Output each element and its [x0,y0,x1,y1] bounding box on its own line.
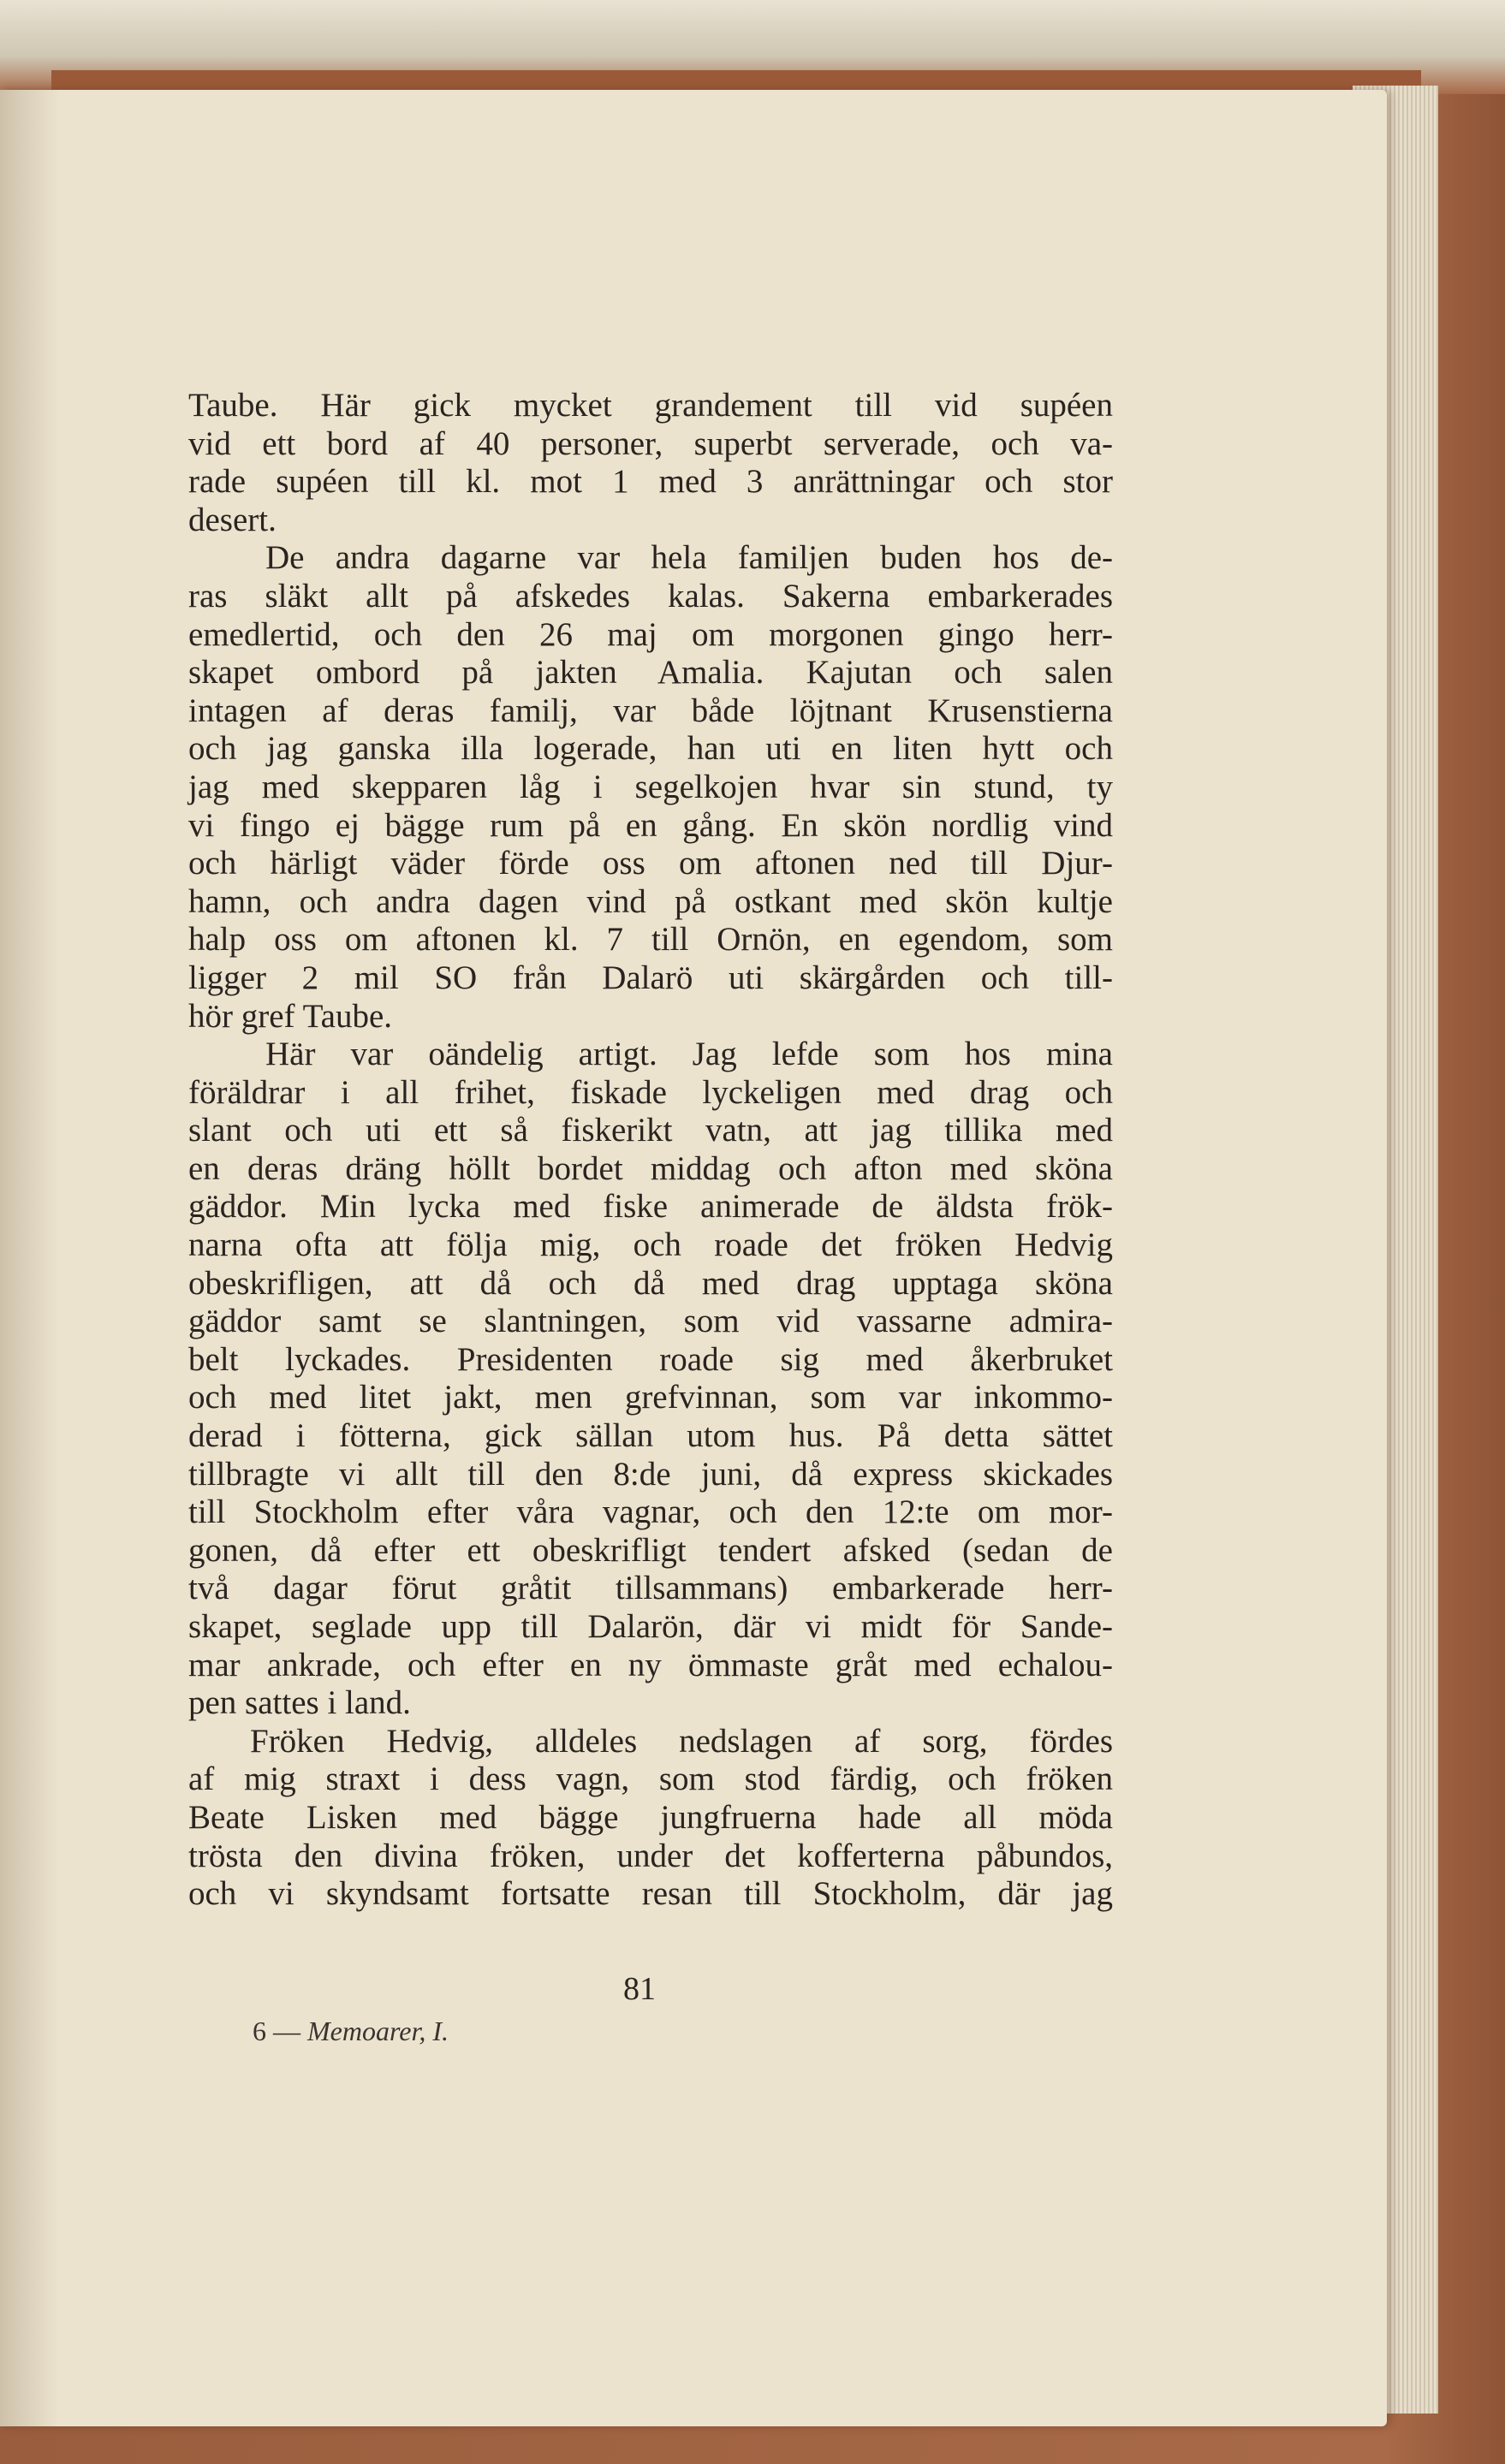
printer-signature [253,2016,449,2047]
text-line: och jag ganska illa logerade, han uti en liten hytt och [188,730,1113,768]
page-number: 81 [623,1971,656,2007]
text-line: trösta den divina fröken, under det kofferterna påbundos, [188,1837,1113,1874]
text-line: och vi skyndsamt fortsatte resan till Stockholm, där jag [188,1875,1113,1913]
text-line: till Stockholm efter våra vagnar, och den 12:te om mor- [188,1493,1113,1531]
text-line: skapet, seglade upp till Dalarön, där vi midt för Sande- [188,1608,1113,1645]
text-line: Fröken Hedvig, alldeles nedslagen af sorg, fördes [250,1722,1113,1760]
text-line: mar ankrade, och efter en ny ömmaste gråt med echalou- [188,1646,1113,1683]
text-line: ligger 2 mil SO från Dalarö uti skärgården och till- [188,959,1113,996]
text-line: vid ett bord af 40 personer, superbt serverade, och va- [188,425,1113,462]
signature-title: Memoarer, I. [307,2016,449,2046]
text-line: Taube. Här gick mycket grandement till vid supéen [188,387,1113,424]
text-line: gäddor. Min lycka med fiske animerade de äldsta frök- [188,1188,1113,1226]
text-line: rade supéen till kl. mot 1 med 3 anrättningar och stor [188,463,1113,501]
text-line: en deras dräng höllt bordet middag och afton med sköna [188,1149,1113,1187]
text-line: föräldrar i all frihet, fiskade lyckeligen med drag och [188,1073,1113,1111]
text-line: gonen, då efter ett obeskrifligt tendert afsked (sedan de [188,1531,1113,1569]
text-line: derad i fötterna, gick sällan utom hus. På detta sättet [188,1417,1113,1455]
text-line: pen sattes i land. [188,1684,411,1722]
text-line: De andra dagarne var hela familjen buden hos de- [265,539,1113,577]
text-line: hör gref Taube. [188,997,393,1035]
text-line: jag med skepparen låg i segelkojen hvar sin stund, ty [188,768,1113,805]
text-line: gäddor samt se slantningen, som vid vassarne admira- [188,1303,1113,1340]
text-line: intagen af deras familj, var både löjtnant Krusenstierna [188,692,1113,729]
text-line: Beate Lisken med bägge jungfruerna hade all möda [188,1798,1113,1836]
text-line: hamn, och andra dagen vind på ostkant med skön kultje [188,882,1113,920]
body-text [188,387,1113,1914]
text-line: desert. [188,501,277,538]
binding-shadow [0,90,60,2426]
text-line: skapet ombord på jakten Amalia. Kajutan och salen [188,654,1113,692]
text-line: slant och uti ett så fiskerikt vatn, att jag tillika med [188,1112,1113,1149]
text-line: belt lyckades. Presidenten roade sig med åkerbruket [188,1340,1113,1378]
text-line: Här var oändelig artigt. Jag lefde som hos mina [265,1036,1113,1073]
text-line: obeskrifligen, att då och då med drag upptaga sköna [188,1264,1113,1302]
text-line: halp oss om aftonen kl. 7 till Ornön, en egendom, som [188,921,1113,959]
text-line: narna ofta att följa mig, och roade det fröken Hedvig [188,1226,1113,1264]
signature-number: 6 — [253,2016,300,2046]
text-line: och härligt väder förde oss om aftonen ned till Djur- [188,845,1113,882]
text-line: två dagar förut gråtit tillsammans) embarkerade herr- [188,1570,1113,1607]
text-line: tillbragte vi allt till den 8:de juni, då express skickades [188,1455,1113,1493]
text-line: ras släkt allt på afskedes kalas. Sakerna embarkerades [188,577,1113,615]
text-line: vi fingo ej bägge rum på en gång. En skön nordlig vind [188,806,1113,844]
text-line: af mig straxt i dess vagn, som stod färdig, och fröken [188,1760,1113,1798]
text-line: emedlertid, och den 26 maj om morgonen gingo herr- [188,615,1113,653]
text-line: och med litet jakt, men grefvinnan, som var inkommo- [188,1379,1113,1416]
